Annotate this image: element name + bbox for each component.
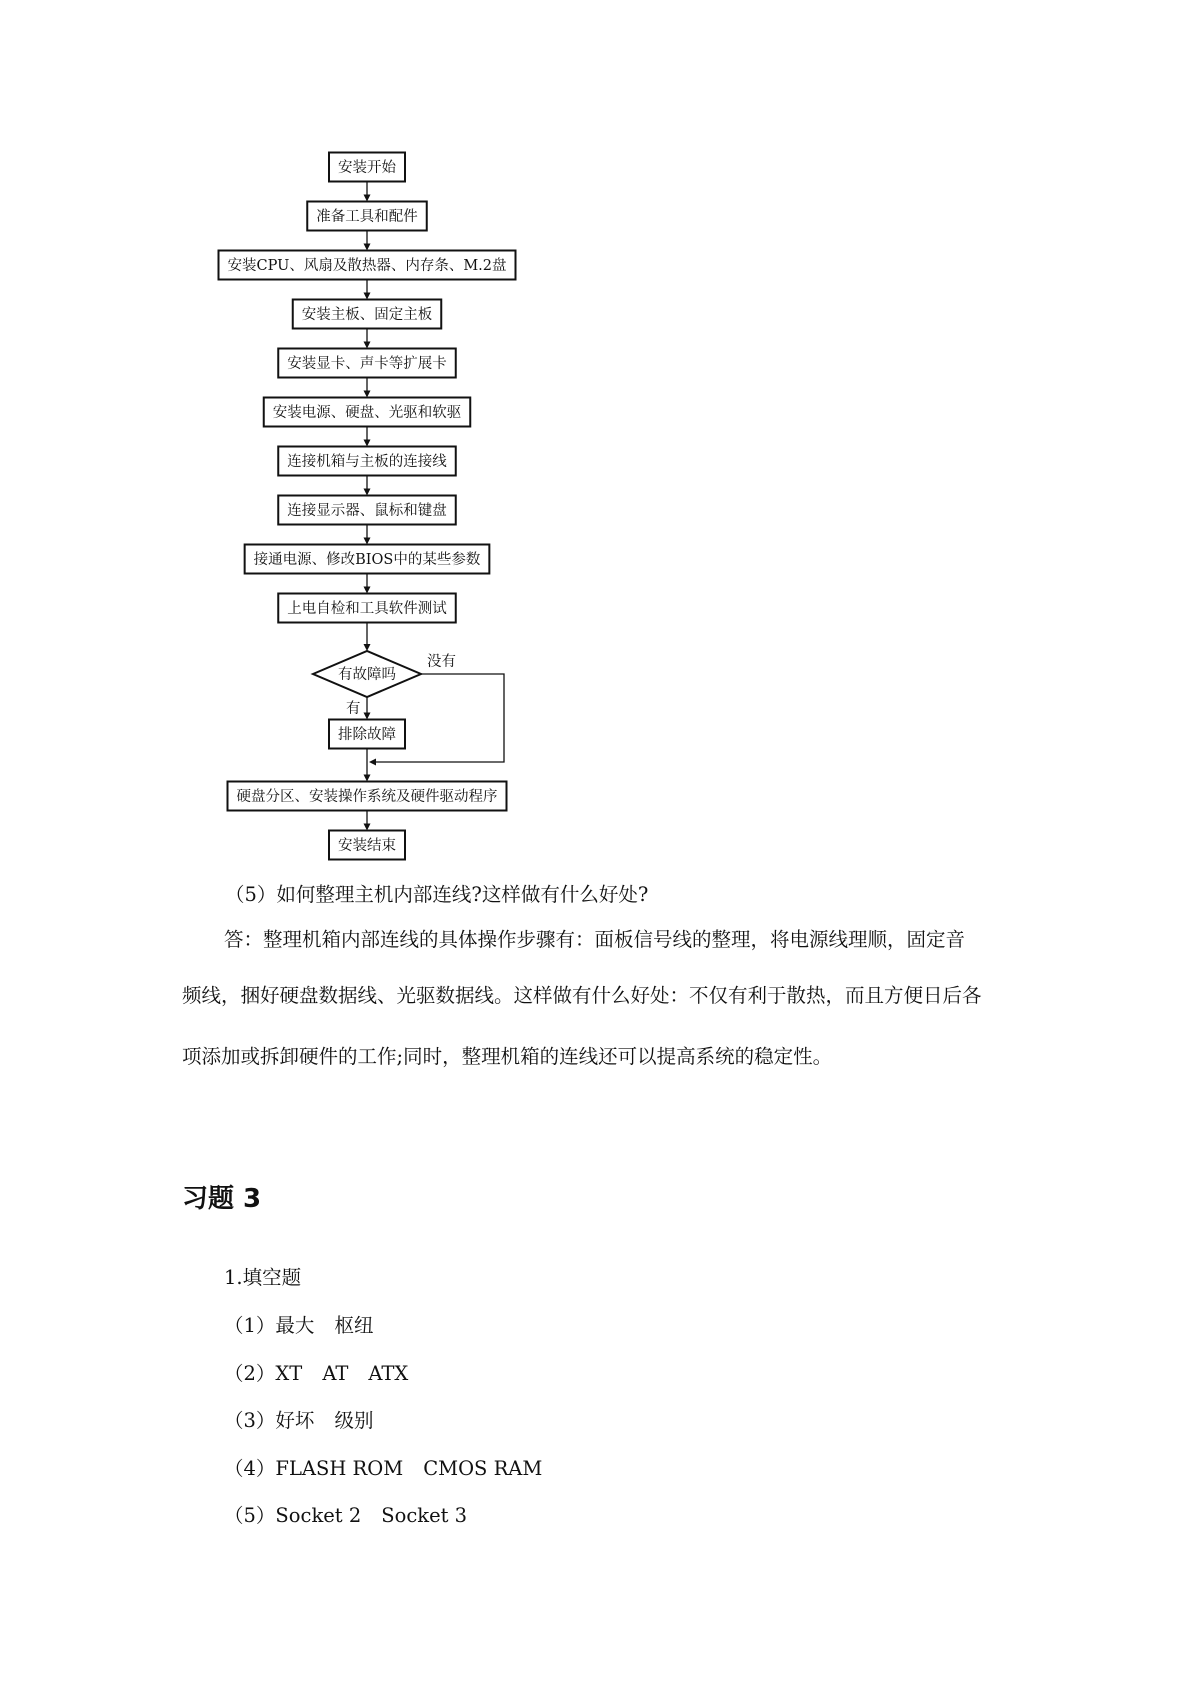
fill-blank-item-number: （5） <box>224 1504 276 1527</box>
flow-arrow-3-head <box>364 293 371 300</box>
fill-blank-item <box>224 1316 373 1336</box>
flow-step-7 <box>278 447 456 476</box>
flow-step-3-label: 安装CPU、风扇及散热器、内存条、M.2盘 <box>227 258 507 274</box>
flow-arrow-1-head <box>364 195 371 202</box>
fill-blank-item-number: （3） <box>224 1409 276 1432</box>
question-5: （5）如何整理主机内部连线?这样做有什么好处? <box>225 883 649 906</box>
flow-fix-step-label: 排除故障 <box>338 727 396 743</box>
flow-step-4-label: 安装主板、固定主板 <box>301 307 433 323</box>
flow-step-5 <box>278 349 456 378</box>
flow-label-no: 没有 <box>427 654 456 670</box>
flow-after-step-2-label: 安装结束 <box>338 838 396 854</box>
answer-line-1: 答：整理机箱内部连线的具体操作步骤有：面板信号线的整理，将电源线理顺，固定音 <box>224 928 966 951</box>
fill-blank-title: 1.填空题 <box>224 1266 302 1289</box>
flow-arrow-9-head <box>364 587 371 594</box>
flow-step-7-label: 连接机箱与主板的连接线 <box>287 454 447 470</box>
flow-fix-step <box>329 720 405 749</box>
flow-arrow-after-1-head <box>364 824 371 831</box>
flow-step-6 <box>264 398 471 427</box>
flow-step-10 <box>278 594 456 623</box>
fill-blank-answer: AT <box>322 1361 349 1385</box>
flow-after-step-1 <box>228 782 507 811</box>
fill-blank-answer: 最大 <box>275 1314 315 1337</box>
flow-step-9 <box>245 545 490 574</box>
fill-blank-item <box>224 1506 467 1526</box>
flow-step-5-label: 安装显卡、声卡等扩展卡 <box>287 356 447 372</box>
flow-decision-label: 有故障吗 <box>338 667 396 683</box>
fill-blank-item-number: （1） <box>224 1314 276 1337</box>
flow-arrow-5-head <box>364 391 371 398</box>
flow-arrow-4-head <box>364 342 371 349</box>
flow-step-2-label: 准备工具和配件 <box>316 209 418 225</box>
fill-blank-answer: Socket 2 <box>275 1504 362 1527</box>
flow-arrow-8-head <box>364 538 371 545</box>
flow-arrow-2-head <box>364 244 371 251</box>
fill-blank-item <box>224 1456 543 1480</box>
flow-decision <box>313 651 421 697</box>
fill-blank-answer: 级别 <box>334 1409 374 1432</box>
section-heading: 习题 3 <box>182 1184 262 1214</box>
flow-arrow-to-fix-head <box>364 713 371 720</box>
flow-step-1-label: 安装开始 <box>338 160 396 176</box>
flow-step-9-label: 接通电源、修改BIOS中的某些参数 <box>253 552 481 568</box>
fill-blank-answer: XT <box>275 1361 303 1385</box>
fill-blank-item-number: （2） <box>224 1361 276 1385</box>
fill-blank-answer: 枢纽 <box>334 1314 374 1337</box>
flow-step-8 <box>278 496 456 525</box>
fill-blank-answer: CMOS RAM <box>423 1456 543 1480</box>
flow-step-2 <box>307 202 427 231</box>
flow-arrow-7-head <box>364 489 371 496</box>
fill-blank-item-number: （4） <box>224 1456 276 1480</box>
flow-step-1 <box>329 153 405 182</box>
flow-arrow-6-head <box>364 440 371 447</box>
fill-blank-item <box>224 1361 409 1385</box>
fill-blank-answer: Socket 3 <box>381 1504 468 1527</box>
flow-step-3 <box>219 251 516 280</box>
flow-label-yes: 有 <box>346 701 361 717</box>
flow-loop-no-head <box>369 759 376 766</box>
answer-line-3: 项添加或拆卸硬件的工作;同时，整理机箱的连线还可以提高系统的稳定性。 <box>182 1045 833 1068</box>
fill-blank-answer: FLASH ROM <box>275 1456 404 1480</box>
flow-after-step-2 <box>329 831 405 860</box>
flow-step-6-label: 安装电源、硬盘、光驱和软驱 <box>272 405 462 421</box>
fill-blank-item <box>224 1411 373 1431</box>
flow-after-step-1-label: 硬盘分区、安装操作系统及硬件驱动程序 <box>236 789 498 805</box>
fill-blank-answer: 好坏 <box>275 1409 315 1432</box>
fill-blank-answer: ATX <box>368 1361 409 1385</box>
flow-step-10-label: 上电自检和工具软件测试 <box>287 601 447 617</box>
flow-arrow-after-0-head <box>364 775 371 782</box>
flow-step-8-label: 连接显示器、鼠标和键盘 <box>287 503 447 519</box>
flow-step-4 <box>293 300 442 329</box>
answer-line-2: 频线，捆好硬盘数据线、光驱数据线。这样做有什么好处：不仅有利于散热，而且方便日后各 <box>182 984 982 1007</box>
